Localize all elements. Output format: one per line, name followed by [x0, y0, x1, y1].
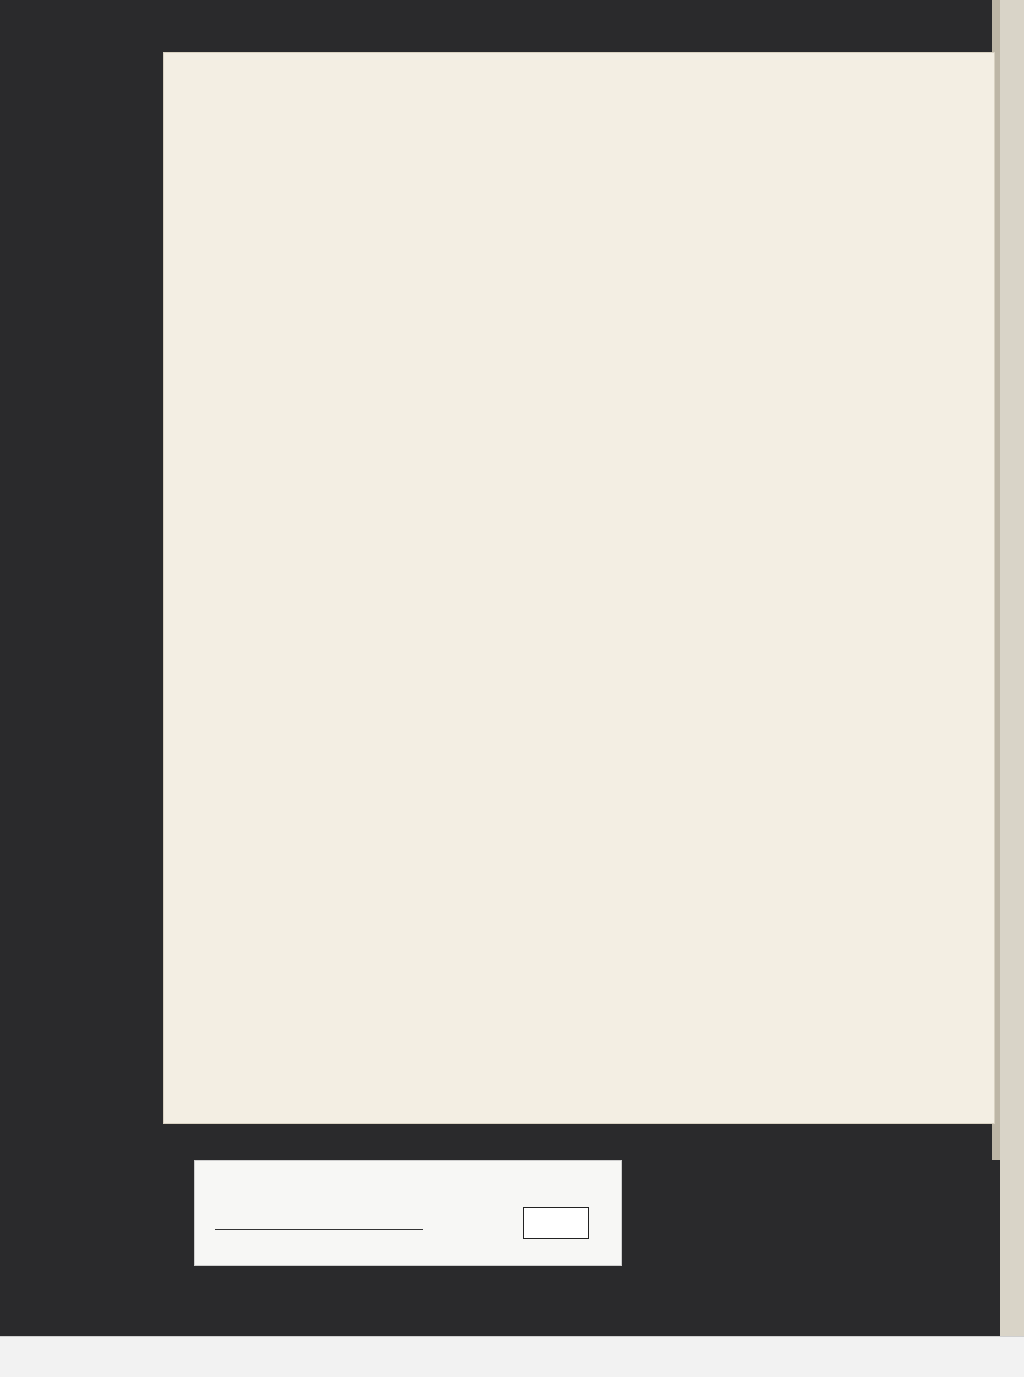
viewer-footer	[0, 1336, 1024, 1377]
ruler-scale	[215, 1207, 423, 1230]
color-scale-card	[194, 1160, 622, 1266]
book-spine	[1000, 0, 1024, 1336]
gray-scale-swatches	[523, 1207, 589, 1239]
book-page	[163, 52, 995, 1124]
hab-logo-icon	[4, 1345, 44, 1369]
